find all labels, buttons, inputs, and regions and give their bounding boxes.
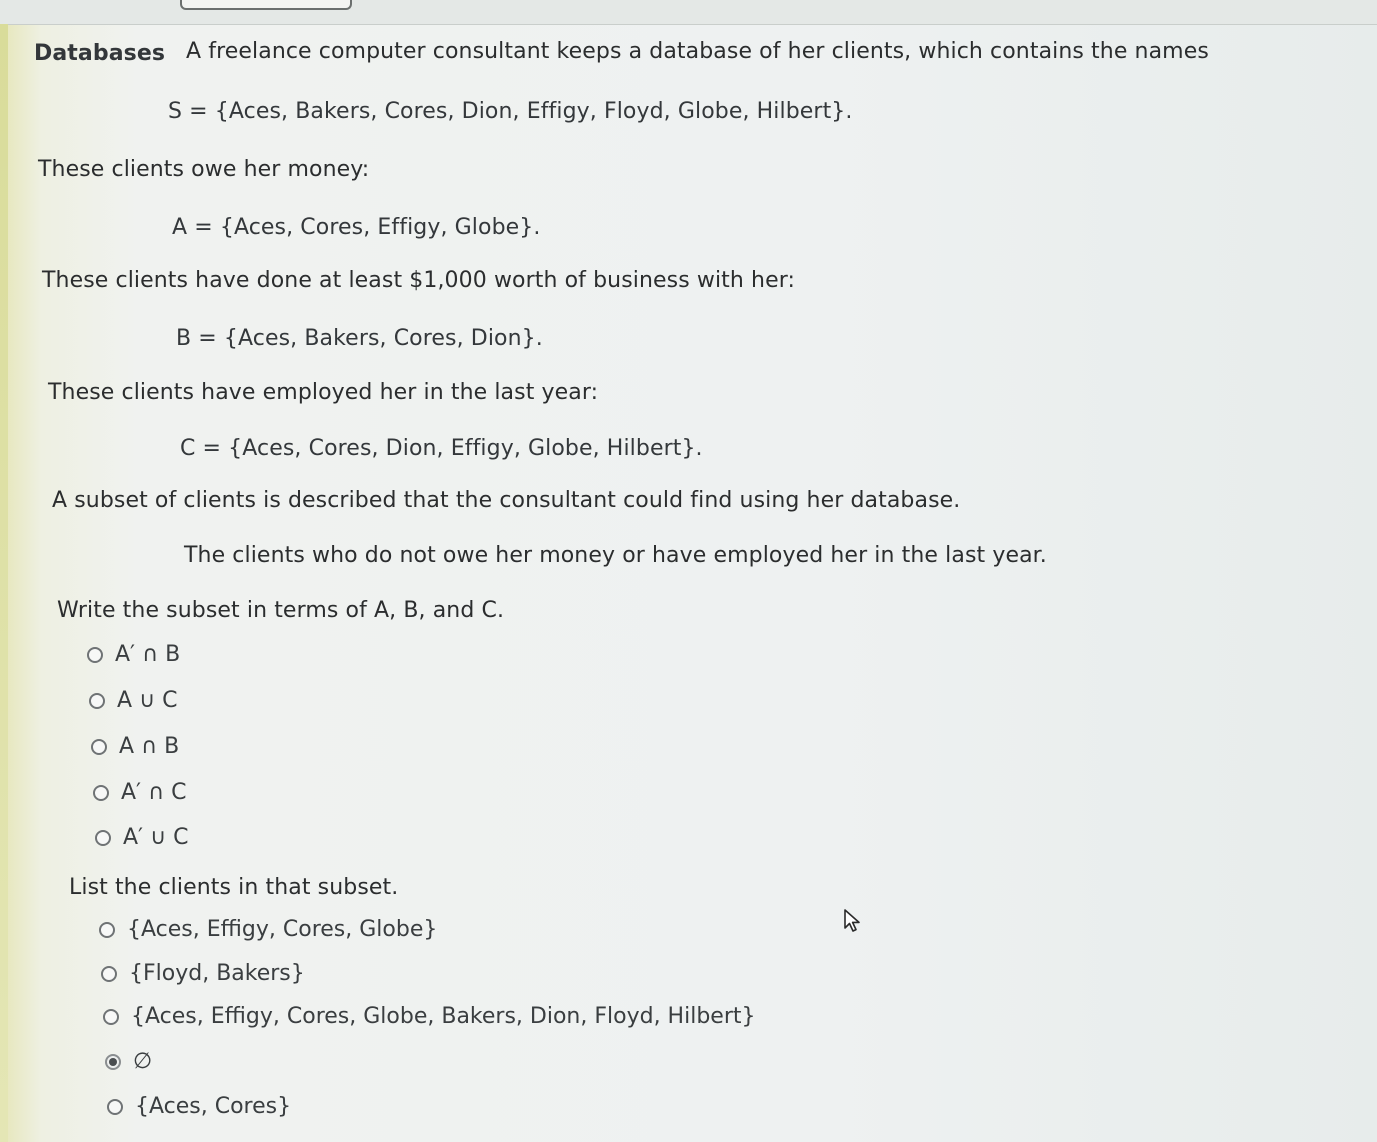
q1-option-label: A′ ∩ B	[115, 642, 181, 667]
radio-button[interactable]	[107, 1099, 123, 1115]
question1-prompt: Write the subset in terms of A, B, and C.	[57, 598, 505, 623]
radio-button-selected[interactable]	[105, 1054, 121, 1070]
q2-option-label: {Aces, Effigy, Cores, Globe, Bakers, Dion, Floyd, Hilbert}	[131, 1004, 756, 1029]
left-edge	[0, 24, 8, 1142]
q1-option-label: A ∩ B	[119, 734, 180, 759]
q2-option-label: ∅	[133, 1049, 153, 1074]
q2-option-label: {Aces, Effigy, Cores, Globe}	[127, 917, 438, 942]
q2-option-5[interactable]	[107, 1094, 291, 1119]
radio-button[interactable]	[101, 966, 117, 982]
radio-button[interactable]	[89, 693, 105, 709]
subset-intro: A subset of clients is described that the consultant could find using her database.	[52, 488, 961, 513]
set-b-intro: These clients have done at least $1,000 worth of business with her:	[42, 268, 795, 293]
q2-option-label: {Aces, Cores}	[135, 1094, 292, 1119]
q1-option-2[interactable]	[89, 688, 178, 713]
top-toolbar	[0, 0, 1377, 25]
radio-button[interactable]	[87, 647, 103, 663]
q1-option-label: A ∪ C	[117, 688, 178, 713]
radio-button[interactable]	[95, 830, 111, 846]
set-a: A = {Aces, Cores, Effigy, Globe}.	[172, 215, 541, 240]
question2-prompt: List the clients in that subset.	[69, 875, 399, 900]
subset-description: The clients who do not owe her money or have employed her in the last year.	[184, 543, 1047, 568]
q1-option-1[interactable]	[87, 642, 180, 667]
intro-text: A freelance computer consultant keeps a database of her clients, which contains the names	[186, 39, 1209, 64]
radio-button[interactable]	[99, 922, 115, 938]
radio-button[interactable]	[93, 785, 109, 801]
radio-button[interactable]	[103, 1009, 119, 1025]
q1-option-3[interactable]	[91, 734, 179, 759]
q2-option-3[interactable]	[103, 1004, 756, 1029]
q2-option-label: {Floyd, Bakers}	[129, 961, 305, 986]
set-b: B = {Aces, Bakers, Cores, Dion}.	[176, 326, 543, 351]
q1-option-4[interactable]	[93, 780, 187, 805]
mouse-pointer-icon	[842, 908, 864, 934]
set-c-intro: These clients have employed her in the last year:	[48, 380, 599, 405]
set-s: S = {Aces, Bakers, Cores, Dion, Effigy, Floyd, Globe, Hilbert}.	[168, 99, 853, 124]
q1-option-label: A′ ∪ C	[123, 825, 189, 850]
set-a-intro: These clients owe her money:	[38, 157, 370, 182]
topic-heading: Databases	[34, 41, 166, 66]
top-tab[interactable]	[180, 0, 352, 10]
set-c: C = {Aces, Cores, Dion, Effigy, Globe, Hilbert}.	[180, 436, 703, 461]
q2-option-1[interactable]	[99, 917, 437, 942]
q1-option-5[interactable]	[95, 825, 189, 850]
q2-option-2[interactable]	[101, 961, 305, 986]
radio-button[interactable]	[91, 739, 107, 755]
q1-option-label: A′ ∩ C	[121, 780, 187, 805]
q2-option-4[interactable]	[105, 1049, 152, 1074]
